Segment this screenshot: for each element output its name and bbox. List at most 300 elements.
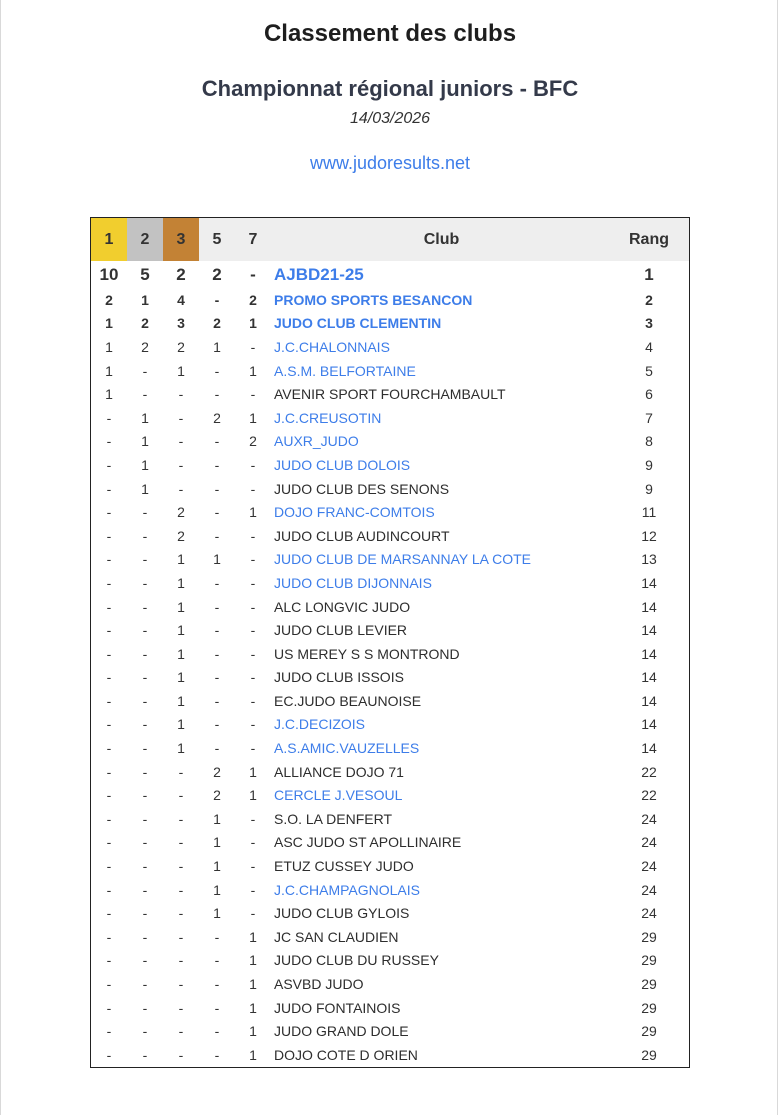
medal-count-m7: 1 <box>249 315 257 332</box>
medal-count-m5: - <box>214 669 220 686</box>
club-link[interactable]: J.C.DECIZOIS <box>274 716 366 733</box>
club-link[interactable]: CERCLE J.VESOUL <box>274 787 403 804</box>
medal-count-m2: 5 <box>140 264 150 284</box>
club-cell <box>271 807 609 831</box>
club-ranking-table <box>90 217 690 1068</box>
medal-count-m1: - <box>106 1023 112 1040</box>
club-cell <box>271 288 609 312</box>
club-cell <box>271 972 609 996</box>
medal-count-m7: - <box>250 834 256 851</box>
club-cell <box>271 406 609 430</box>
club-name: ASC JUDO ST APOLLINAIRE <box>274 834 462 851</box>
club-cell <box>271 477 609 501</box>
medal-count-m2: - <box>142 386 148 403</box>
medal-count-m5: - <box>214 928 220 945</box>
club-name: JUDO CLUB GYLOIS <box>274 905 410 922</box>
medal-count-m5: - <box>214 622 220 639</box>
medal-count-m3: - <box>178 928 184 945</box>
medal-count-m2: - <box>142 1046 148 1063</box>
medal-count-m7: - <box>250 645 256 662</box>
club-name: S.O. LA DENFERT <box>274 810 392 827</box>
medal-count-m2: 2 <box>141 315 149 332</box>
medal-count-m5: - <box>214 692 220 709</box>
club-link[interactable]: JUDO CLUB CLEMENTIN <box>274 315 442 332</box>
site-link[interactable]: www.judoresults.net <box>309 153 471 173</box>
rang-cell: 29 <box>641 976 657 993</box>
table-row <box>91 925 690 949</box>
header-seventh: 7 <box>235 218 271 262</box>
medal-count-m3: - <box>178 905 184 922</box>
page-title: Classement des clubs <box>263 20 517 47</box>
medal-count-m2: - <box>142 362 148 379</box>
club-link[interactable]: J.C.CHALONNAIS <box>274 338 390 355</box>
medal-count-m3: 1 <box>177 740 185 757</box>
club-cell <box>271 1043 609 1067</box>
club-cell <box>271 689 609 713</box>
club-cell <box>271 854 609 878</box>
table-row <box>91 972 690 996</box>
medal-count-m3: 1 <box>177 362 185 379</box>
medal-count-m1: - <box>106 952 112 969</box>
medal-count-m1: 1 <box>105 315 113 332</box>
rang-cell: 24 <box>641 905 657 922</box>
medal-count-m7: - <box>250 480 256 497</box>
rang-cell: 14 <box>641 669 657 686</box>
rang-cell: 24 <box>641 881 657 898</box>
medal-count-m3: 2 <box>177 504 185 521</box>
rang-cell: 24 <box>641 858 657 875</box>
club-cell <box>271 713 609 737</box>
medal-count-m2: 1 <box>141 433 149 450</box>
medal-count-m1: - <box>106 928 112 945</box>
rang-cell: 8 <box>645 433 653 450</box>
medal-count-m7: - <box>250 598 256 615</box>
club-cell <box>271 996 609 1020</box>
medal-count-m1: 2 <box>105 291 113 308</box>
club-link[interactable]: JUDO CLUB DOLOIS <box>274 456 411 473</box>
medal-count-m1: - <box>106 480 112 497</box>
club-cell <box>271 548 609 572</box>
medal-count-m7: - <box>250 692 256 709</box>
club-cell <box>271 1019 609 1043</box>
medal-count-m1: - <box>106 645 112 662</box>
medal-count-m2: - <box>142 527 148 544</box>
medal-count-m5: 1 <box>213 338 221 355</box>
club-cell <box>271 359 609 383</box>
medal-count-m5: - <box>214 480 220 497</box>
medal-count-m7: - <box>250 669 256 686</box>
medal-count-m2: - <box>142 787 148 804</box>
medal-count-m3: - <box>178 456 184 473</box>
table-row <box>91 949 690 973</box>
medal-count-m5: 1 <box>213 881 221 898</box>
table-row <box>91 477 690 501</box>
medal-count-m5: - <box>214 716 220 733</box>
table-row <box>91 1043 690 1067</box>
medal-count-m5: - <box>214 999 220 1016</box>
medal-count-m2: - <box>142 881 148 898</box>
medal-count-m3: 2 <box>176 264 186 284</box>
club-cell <box>271 878 609 902</box>
medal-count-m7: - <box>250 858 256 875</box>
club-name: JUDO CLUB DES SENONS <box>274 480 450 497</box>
table-row <box>91 854 690 878</box>
club-name: US MEREY S S MONTROND <box>274 645 460 662</box>
medal-count-m1: - <box>106 433 112 450</box>
medal-count-m2: - <box>142 905 148 922</box>
medal-count-m1: 10 <box>99 264 119 284</box>
rang-cell: 29 <box>641 928 657 945</box>
medal-count-m7: - <box>250 574 256 591</box>
rang-cell: 1 <box>644 264 654 284</box>
club-link[interactable]: J.C.CREUSOTIN <box>274 409 382 426</box>
rang-cell: 7 <box>645 409 653 426</box>
medal-count-m5: - <box>214 1023 220 1040</box>
club-cell <box>271 618 609 642</box>
medal-count-m2: - <box>142 1023 148 1040</box>
club-name: EC.JUDO BEAUNOISE <box>274 692 422 709</box>
table-row <box>91 359 690 383</box>
table-row <box>91 524 690 548</box>
competition-date: 14/03/2026 <box>349 110 431 127</box>
medal-count-m5: 1 <box>213 858 221 875</box>
club-cell <box>271 925 609 949</box>
rang-cell: 5 <box>645 362 653 379</box>
table-row <box>91 666 690 690</box>
medal-count-m1: - <box>106 692 112 709</box>
medal-count-m2: - <box>142 551 148 568</box>
club-cell <box>271 595 609 619</box>
medal-count-m1: - <box>106 810 112 827</box>
rang-cell: 13 <box>641 551 657 568</box>
medal-count-m5: - <box>214 362 220 379</box>
medal-count-m1: - <box>106 976 112 993</box>
medal-count-m5: 2 <box>213 787 221 804</box>
table-row <box>91 571 690 595</box>
medal-count-m3: 1 <box>177 574 185 591</box>
competition-title: Championnat régional juniors - BFC <box>201 76 579 101</box>
medal-count-m2: - <box>142 716 148 733</box>
medal-count-m7: 1 <box>249 763 257 780</box>
medal-count-m3: 3 <box>177 315 185 332</box>
medal-count-m2: 1 <box>141 409 149 426</box>
medal-count-m2: - <box>142 763 148 780</box>
site-link-wrapper <box>0 153 780 174</box>
medal-count-m7: 1 <box>249 1023 257 1040</box>
medal-count-m7: - <box>250 881 256 898</box>
medal-count-m3: - <box>178 881 184 898</box>
medal-count-m2: - <box>142 976 148 993</box>
club-link[interactable]: J.C.CHAMPAGNOLAIS <box>274 881 420 898</box>
club-link[interactable]: AUXR_JUDO <box>274 433 359 450</box>
rang-cell: 29 <box>641 1046 657 1063</box>
medal-count-m5: - <box>214 456 220 473</box>
table-row <box>91 783 690 807</box>
medal-count-m3: 1 <box>177 551 185 568</box>
rang-cell: 4 <box>645 338 653 355</box>
medal-count-m2: - <box>142 622 148 639</box>
table-row <box>91 901 690 925</box>
medal-count-m3: 1 <box>177 716 185 733</box>
club-cell <box>271 831 609 855</box>
table-row <box>91 500 690 524</box>
medal-count-m3: 1 <box>177 622 185 639</box>
medal-count-m1: - <box>106 905 112 922</box>
medal-count-m3: - <box>178 1046 184 1063</box>
table-row <box>91 878 690 902</box>
club-cell <box>271 382 609 406</box>
medal-count-m2: - <box>142 645 148 662</box>
medal-count-m1: - <box>106 527 112 544</box>
table-row <box>91 713 690 737</box>
rang-cell: 14 <box>641 574 657 591</box>
medal-count-m1: 1 <box>105 338 113 355</box>
medal-count-m5: - <box>214 386 220 403</box>
table-row <box>91 996 690 1020</box>
club-name: JUDO CLUB AUDINCOURT <box>274 527 450 544</box>
medal-count-m1: - <box>106 858 112 875</box>
medal-count-m7: - <box>250 622 256 639</box>
medal-count-m2: - <box>142 999 148 1016</box>
medal-count-m3: - <box>178 480 184 497</box>
medal-count-m3: 1 <box>177 692 185 709</box>
rang-cell: 12 <box>641 527 657 544</box>
medal-count-m5: 1 <box>213 834 221 851</box>
rang-cell: 9 <box>645 456 653 473</box>
club-cell <box>271 524 609 548</box>
medal-count-m7: - <box>250 551 256 568</box>
medal-count-m7: - <box>250 740 256 757</box>
medal-count-m7: 1 <box>249 976 257 993</box>
medal-count-m2: - <box>142 858 148 875</box>
medal-count-m5: 2 <box>213 409 221 426</box>
medal-count-m2: - <box>142 574 148 591</box>
club-name: JUDO CLUB ISSOIS <box>274 669 404 686</box>
medal-count-m3: - <box>178 810 184 827</box>
medal-count-m1: - <box>106 763 112 780</box>
medal-count-m7: 1 <box>249 952 257 969</box>
medal-count-m1: - <box>106 456 112 473</box>
rang-cell: 29 <box>641 999 657 1016</box>
medal-count-m5: - <box>214 291 220 308</box>
club-cell <box>271 430 609 454</box>
medal-count-m3: 1 <box>177 598 185 615</box>
medal-count-m7: 2 <box>249 433 257 450</box>
club-link[interactable]: AJBD21-25 <box>274 264 364 284</box>
medal-count-m5: 1 <box>213 551 221 568</box>
club-cell <box>271 261 609 288</box>
rang-cell: 2 <box>645 291 653 308</box>
medal-count-m3: - <box>178 433 184 450</box>
medal-count-m7: 1 <box>249 362 257 379</box>
medal-count-m3: - <box>178 763 184 780</box>
table-row <box>91 831 690 855</box>
rang-cell: 22 <box>641 787 657 804</box>
club-name: ALLIANCE DOJO 71 <box>274 763 404 780</box>
medal-count-m5: 1 <box>213 905 221 922</box>
medal-count-m3: 1 <box>177 645 185 662</box>
table-header-row <box>91 218 690 262</box>
club-name: AVENIR SPORT FOURCHAMBAULT <box>274 386 506 403</box>
table-row <box>91 335 690 359</box>
medal-count-m5: 1 <box>213 810 221 827</box>
medal-count-m5: - <box>214 1046 220 1063</box>
club-name: JUDO FONTAINOIS <box>274 999 401 1016</box>
medal-count-m2: 1 <box>141 480 149 497</box>
medal-count-m7: - <box>250 810 256 827</box>
medal-count-m1: - <box>106 716 112 733</box>
medal-count-m7: 1 <box>249 787 257 804</box>
medal-count-m1: - <box>106 740 112 757</box>
table-body <box>91 261 690 1067</box>
header-gold: 1 <box>91 218 128 262</box>
header-bronze: 3 <box>163 218 199 262</box>
medal-count-m7: - <box>250 527 256 544</box>
medal-count-m2: 2 <box>141 338 149 355</box>
medal-count-m3: 1 <box>177 669 185 686</box>
table-row <box>91 453 690 477</box>
header-club: Club <box>271 218 609 262</box>
medal-count-m2: - <box>142 810 148 827</box>
medal-count-m1: - <box>106 551 112 568</box>
table-row <box>91 430 690 454</box>
rang-cell: 6 <box>645 386 653 403</box>
club-link[interactable]: A.S.AMIC.VAUZELLES <box>274 740 420 757</box>
medal-count-m2: - <box>142 952 148 969</box>
medal-count-m1: 1 <box>105 386 113 403</box>
rang-cell: 14 <box>641 622 657 639</box>
medal-count-m1: - <box>106 598 112 615</box>
medal-count-m2: - <box>142 598 148 615</box>
club-name: JUDO GRAND DOLE <box>274 1023 409 1040</box>
table-row <box>91 261 690 288</box>
medal-count-m2: - <box>142 692 148 709</box>
rang-cell: 3 <box>645 315 653 332</box>
club-cell <box>271 571 609 595</box>
medal-count-m1: 1 <box>105 362 113 379</box>
medal-count-m1: - <box>106 622 112 639</box>
medal-count-m5: - <box>214 574 220 591</box>
medal-count-m1: - <box>106 504 112 521</box>
medal-count-m5: 2 <box>212 264 222 284</box>
medal-count-m2: 1 <box>141 456 149 473</box>
medal-count-m3: - <box>178 386 184 403</box>
medal-count-m3: - <box>178 952 184 969</box>
table-row <box>91 548 690 572</box>
table-row <box>91 1019 690 1043</box>
medal-count-m1: - <box>106 669 112 686</box>
table-row <box>91 406 690 430</box>
table-row <box>91 807 690 831</box>
club-cell <box>271 500 609 524</box>
medal-count-m2: - <box>142 740 148 757</box>
table-row <box>91 736 690 760</box>
club-name: ASVBD JUDO <box>274 976 364 993</box>
rang-cell: 29 <box>641 952 657 969</box>
medal-count-m1: - <box>106 881 112 898</box>
medal-count-m2: - <box>142 928 148 945</box>
club-cell <box>271 453 609 477</box>
club-name: ETUZ CUSSEY JUDO <box>274 858 414 875</box>
table-row <box>91 312 690 336</box>
rang-cell: 29 <box>641 1023 657 1040</box>
club-link[interactable]: JUDO CLUB DE MARSANNAY LA COTE <box>274 551 531 568</box>
club-cell <box>271 642 609 666</box>
medal-count-m3: 2 <box>177 527 185 544</box>
header-silver: 2 <box>127 218 163 262</box>
club-cell <box>271 760 609 784</box>
club-cell <box>271 312 609 336</box>
medal-count-m5: - <box>214 433 220 450</box>
rang-cell: 14 <box>641 740 657 757</box>
medal-count-m2: - <box>142 669 148 686</box>
table-row <box>91 382 690 406</box>
medal-count-m2: - <box>142 834 148 851</box>
medal-count-m7: 1 <box>249 928 257 945</box>
medal-count-m1: - <box>106 834 112 851</box>
medal-count-m7: 1 <box>249 999 257 1016</box>
club-name: ALC LONGVIC JUDO <box>274 598 411 615</box>
medal-count-m5: - <box>214 504 220 521</box>
medal-count-m7: 2 <box>249 291 257 308</box>
medal-count-m3: - <box>178 834 184 851</box>
medal-count-m7: - <box>250 386 256 403</box>
club-name: JUDO CLUB DU RUSSEY <box>274 952 439 969</box>
medal-count-m3: - <box>178 787 184 804</box>
medal-count-m7: - <box>250 456 256 473</box>
medal-count-m5: - <box>214 598 220 615</box>
medal-count-m5: - <box>214 645 220 662</box>
medal-count-m1: - <box>106 409 112 426</box>
club-link[interactable]: DOJO FRANC-COMTOIS <box>274 504 435 521</box>
rang-cell: 14 <box>641 645 657 662</box>
medal-count-m3: - <box>178 409 184 426</box>
medal-count-m2: 1 <box>141 291 149 308</box>
rang-cell: 14 <box>641 598 657 615</box>
header-fifth: 5 <box>199 218 235 262</box>
medal-count-m1: - <box>106 1046 112 1063</box>
table-row <box>91 595 690 619</box>
medal-count-m5: - <box>214 740 220 757</box>
medal-count-m1: - <box>106 574 112 591</box>
medal-count-m5: - <box>214 976 220 993</box>
rang-cell: 14 <box>641 716 657 733</box>
rang-cell: 11 <box>641 504 657 521</box>
medal-count-m7: - <box>250 905 256 922</box>
club-link[interactable]: PROMO SPORTS BESANCON <box>274 291 473 308</box>
rang-cell: 9 <box>645 480 653 497</box>
club-name: JC SAN CLAUDIEN <box>274 928 399 945</box>
club-cell <box>271 335 609 359</box>
rang-cell: 14 <box>641 692 657 709</box>
table-row <box>91 618 690 642</box>
medal-count-m5: 2 <box>213 315 221 332</box>
club-cell <box>271 666 609 690</box>
rang-cell: 22 <box>641 763 657 780</box>
medal-count-m1: - <box>106 999 112 1016</box>
club-link[interactable]: A.S.M. BELFORTAINE <box>274 362 416 379</box>
medal-count-m3: - <box>178 999 184 1016</box>
table-row <box>91 760 690 784</box>
medal-count-m2: - <box>142 504 148 521</box>
club-cell <box>271 783 609 807</box>
medal-count-m3: 4 <box>177 291 185 308</box>
medal-count-m7: - <box>250 716 256 733</box>
club-link[interactable]: JUDO CLUB DIJONNAIS <box>274 574 432 591</box>
medal-count-m3: - <box>178 858 184 875</box>
rang-cell: 24 <box>641 810 657 827</box>
medal-count-m5: - <box>214 527 220 544</box>
